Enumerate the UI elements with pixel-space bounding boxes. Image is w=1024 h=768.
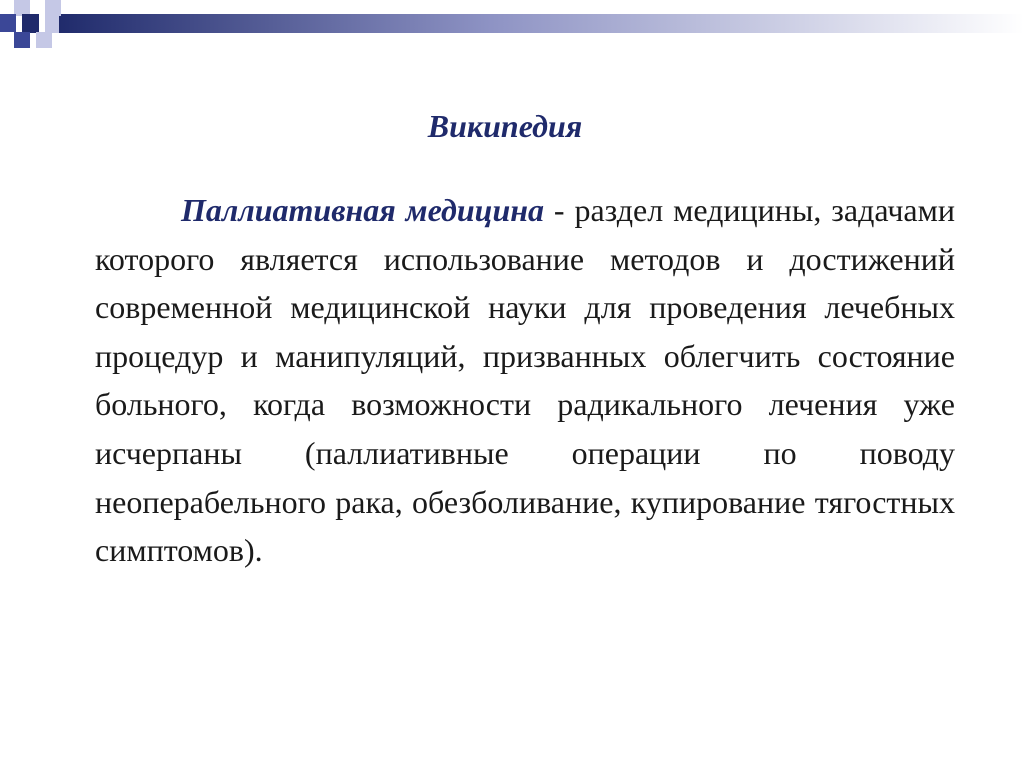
slide-title: Википедия [427,108,583,144]
decor-square-7 [45,14,59,33]
term-heading: Паллиативная медицина [181,192,545,228]
header-gradient-bar [55,14,1024,33]
decor-square-1 [14,0,30,16]
decor-square-2 [45,0,61,16]
definition-text: - раздел медицины, задачами которого является использование методов и достижений современной медицинской науки для проведения лечебных процедур и манипуляций, призванных облегчить состояние больного, когда возможности радикального лечения уже исчерпаны (паллиативные операции по поводу неоперабельного рака, обезболивание, купирование тягостных симптомов). [95,192,956,569]
decor-square-3 [22,14,39,33]
decor-square-6 [36,32,52,48]
definition-paragraph [95,186,955,575]
decor-square-5 [14,32,30,48]
header-decoration [0,0,1024,60]
decor-square-4 [0,14,16,32]
